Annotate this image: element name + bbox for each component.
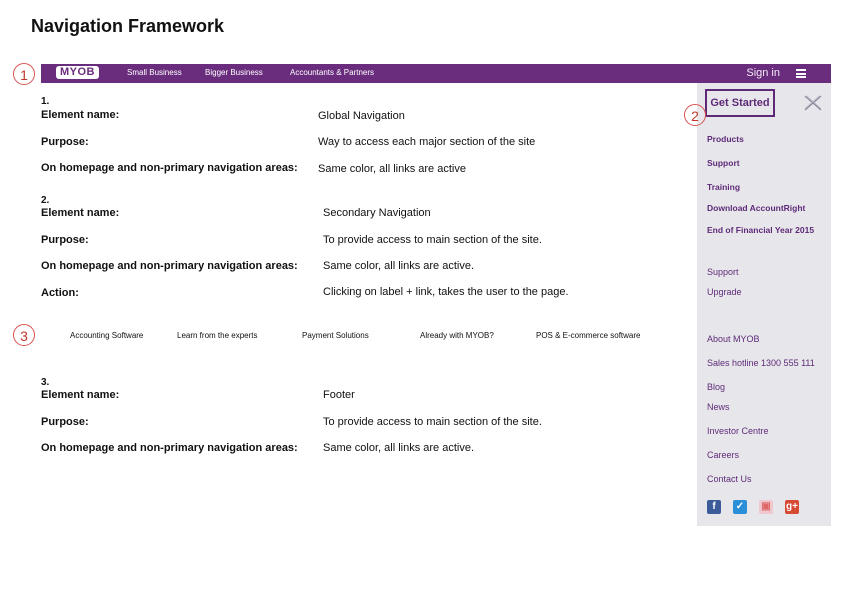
purpose-label: Purpose:	[41, 136, 89, 148]
section-number: 2.	[41, 195, 50, 206]
page-title: Navigation Framework	[31, 16, 225, 36]
marker-3: 3	[13, 324, 35, 346]
element-name-label: Element name:	[41, 207, 120, 219]
menu-item-sales-hotline[interactable]: Sales hotline 1300 555 111	[707, 358, 815, 368]
areas-label: On homepage and non-primary navigation areas:	[41, 260, 298, 272]
myob-logo[interactable]: MYOB	[56, 66, 99, 79]
menu-item-products[interactable]: Products	[707, 134, 744, 144]
close-icon[interactable]	[803, 95, 823, 111]
menu-item-training[interactable]: Training	[707, 182, 741, 192]
secondary-nav-already-with-myob[interactable]: Already with MYOB?	[420, 331, 494, 340]
twitter-icon[interactable]: ✓	[733, 500, 747, 514]
sign-in-link[interactable]: Sign in	[746, 67, 780, 79]
areas-value: Same color, all links are active.	[323, 442, 475, 454]
menu-item-blog[interactable]: Blog	[707, 382, 726, 392]
section-number: 3.	[41, 377, 50, 388]
get-started-button[interactable]: Get Started	[705, 89, 775, 117]
menu-item-download-accountright[interactable]: Download AccountRight	[707, 203, 806, 213]
section-number: 1.	[41, 96, 50, 107]
menu-item-upgrade[interactable]: Upgrade	[707, 287, 742, 297]
action-label: Action:	[41, 287, 79, 299]
menu-item-end-of-financial-year[interactable]: End of Financial Year 2015	[707, 225, 815, 235]
menu-item-support-secondary[interactable]: Support	[707, 267, 739, 277]
purpose-label: Purpose:	[41, 416, 89, 428]
purpose-value: Way to access each major section of the site	[318, 136, 536, 148]
global-navigation-bar	[41, 64, 831, 83]
instagram-icon[interactable]: ▣	[759, 500, 773, 514]
hamburger-icon[interactable]	[796, 69, 806, 78]
areas-value: Same color, all links are active.	[323, 260, 475, 272]
facebook-icon[interactable]: f	[707, 500, 721, 514]
purpose-value: To provide access to main section of the site.	[323, 416, 542, 428]
menu-item-contact-us[interactable]: Contact Us	[707, 474, 752, 484]
purpose-value: To provide access to main section of the site.	[323, 234, 542, 246]
menu-item-careers[interactable]: Careers	[707, 450, 740, 460]
secondary-nav-pos-ecommerce[interactable]: POS & E-commerce software	[536, 331, 641, 340]
purpose-label: Purpose:	[41, 234, 89, 246]
areas-label: On homepage and non-primary navigation areas:	[41, 442, 298, 454]
nav-link-small-business[interactable]: Small Business	[127, 68, 182, 77]
side-menu-panel	[697, 83, 831, 526]
secondary-nav-accounting-software[interactable]: Accounting Software	[70, 331, 144, 340]
marker-2: 2	[684, 104, 706, 126]
google-plus-icon[interactable]: g+	[786, 501, 798, 512]
element-name-value: Footer	[323, 389, 355, 401]
marker-1: 1	[13, 63, 35, 85]
menu-item-investor-centre[interactable]: Investor Centre	[707, 426, 769, 436]
menu-item-news[interactable]: News	[707, 402, 730, 412]
areas-label: On homepage and non-primary navigation areas:	[41, 162, 298, 174]
secondary-nav-payment-solutions[interactable]: Payment Solutions	[302, 331, 369, 340]
areas-value: Same color, all links are active	[318, 163, 466, 175]
menu-item-about-myob[interactable]: About MYOB	[707, 334, 760, 344]
action-value: Clicking on label + link, takes the user to the page.	[323, 286, 569, 298]
nav-link-bigger-business[interactable]: Bigger Business	[205, 68, 263, 77]
menu-item-support[interactable]: Support	[707, 158, 740, 168]
element-name-value: Secondary Navigation	[323, 207, 431, 219]
element-name-label: Element name:	[41, 389, 120, 401]
element-name-value: Global Navigation	[318, 110, 405, 122]
nav-link-accountants-partners[interactable]: Accountants & Partners	[290, 68, 375, 77]
secondary-nav-learn-from-experts[interactable]: Learn from the experts	[177, 331, 258, 340]
element-name-label: Element name:	[41, 109, 120, 121]
